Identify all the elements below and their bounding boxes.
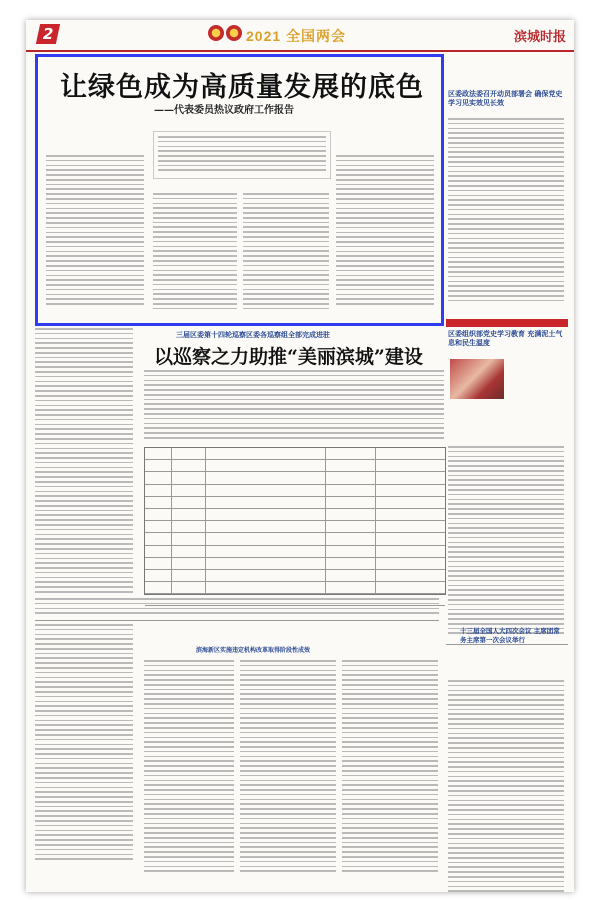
lead-article-title: 让绿色成为高质量发展的底色 bbox=[60, 72, 424, 103]
article3-column-4 bbox=[342, 660, 438, 875]
page-number: 2 bbox=[36, 24, 60, 44]
rail-text-1 bbox=[448, 118, 564, 304]
article2-text bbox=[144, 370, 444, 442]
article3-column-1 bbox=[35, 624, 133, 863]
rail-banner bbox=[446, 319, 568, 327]
rail-headline-1[interactable]: 区委政法委召开动员部署会 确保党史学习见实效见长效 bbox=[448, 90, 563, 107]
rail-headline-3[interactable]: 十三届全国人大四次会议 主席团常务主席第一次会议举行 bbox=[460, 627, 560, 644]
body-column-4 bbox=[336, 155, 434, 308]
article2-column-1 bbox=[35, 328, 133, 596]
body-column-3 bbox=[243, 193, 329, 313]
article3-title[interactable]: 滨海新区实施违定机构改革取得阶段性成效 bbox=[196, 647, 311, 654]
body-column-2 bbox=[153, 193, 237, 313]
newspaper-page bbox=[26, 20, 574, 892]
rail-text-2 bbox=[448, 446, 564, 637]
article3-column-2 bbox=[144, 660, 234, 875]
event-title: 2021 全国两会 bbox=[246, 28, 347, 44]
lead-article-subtitle: ——代表委员热议政府工作报告 bbox=[154, 105, 294, 116]
article2-title[interactable]: 以巡察之力助推“美丽滨城”建设 bbox=[154, 346, 423, 368]
article2-kicker: 三届区委第十四轮巡察区委各巡察组全部完成进驻 bbox=[176, 331, 330, 339]
lead-article[interactable] bbox=[35, 54, 444, 326]
section-divider bbox=[35, 620, 439, 621]
paper-name: 滨城时报 bbox=[513, 30, 566, 45]
intro-text bbox=[158, 136, 326, 174]
feature-photo bbox=[450, 359, 504, 399]
rail-feature bbox=[446, 319, 568, 437]
article3-column-3 bbox=[240, 660, 336, 875]
intro-box bbox=[153, 131, 331, 179]
emblem-icon bbox=[226, 25, 242, 41]
right-rail bbox=[446, 54, 568, 888]
emblem-icon bbox=[208, 25, 224, 41]
article2-footnote bbox=[35, 598, 439, 617]
masthead bbox=[26, 20, 574, 52]
event-banner bbox=[194, 24, 434, 46]
inspection-table bbox=[144, 447, 446, 595]
rail-headline-2[interactable]: 区委组织部党史学习教育 充满泥土气息和民生温度 bbox=[448, 330, 563, 347]
body-column-1 bbox=[46, 155, 144, 308]
rail-text-3 bbox=[448, 680, 564, 892]
